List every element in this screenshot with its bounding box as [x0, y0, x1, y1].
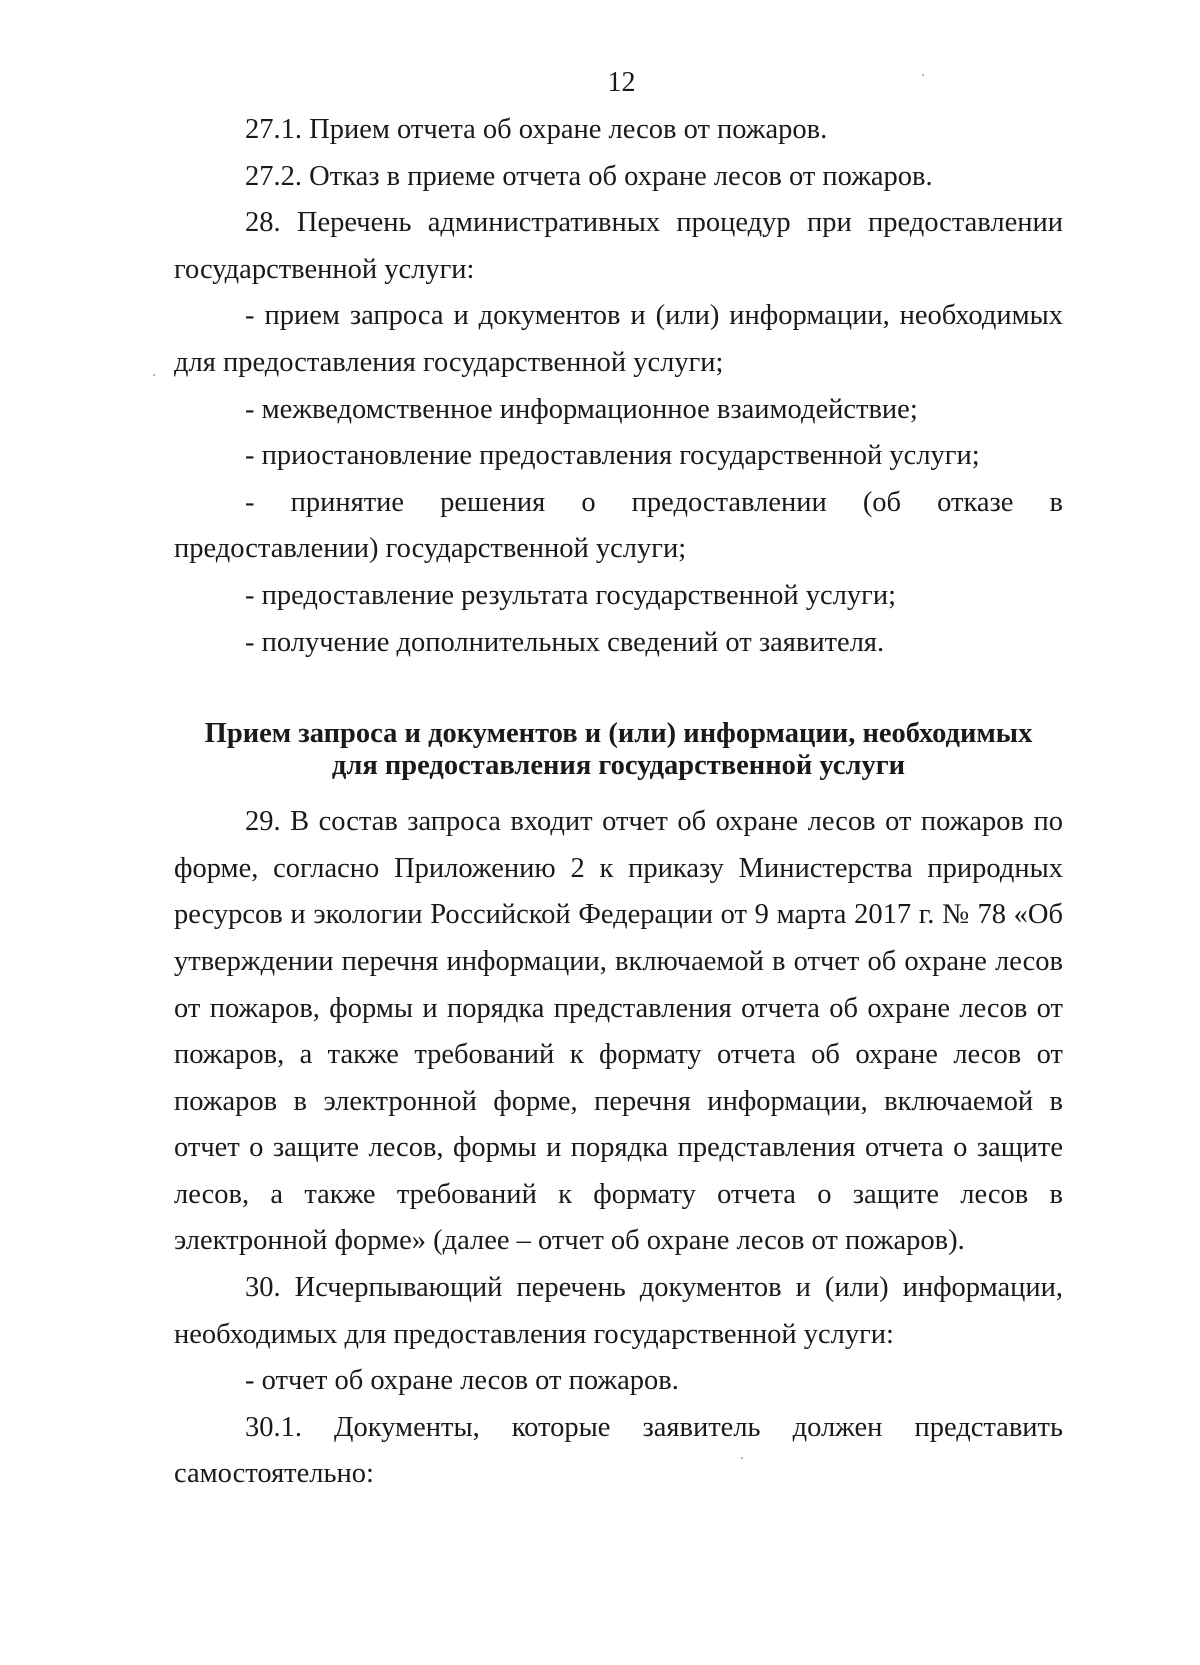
section-heading-line-1: Прием запроса и документов и (или) информации, необходимых — [204, 718, 1033, 750]
scan-speck — [741, 1457, 743, 1459]
paragraph-27-2: 27.2. Отказ в приеме отчета об охране лесов от пожаров. — [245, 160, 933, 192]
scan-speck — [922, 74, 924, 76]
paragraph-28: 28. Перечень административных процедур при предоставлении государственной услуги: — [174, 207, 1063, 285]
list-item-result: - предоставление результата государственной услуги; — [245, 579, 896, 611]
scan-speck — [153, 374, 155, 376]
paragraph-30: 30. Исчерпывающий перечень документов и (или) информации, необходимых для предоставления государственной услуги: — [174, 1272, 1063, 1350]
paragraph-27-1: 27.1. Прием отчета об охране лесов от пожаров. — [245, 114, 828, 145]
page-number: 12 — [607, 67, 636, 98]
list-item-interagency: - межведомственное информационное взаимодействие; — [245, 393, 918, 425]
section-heading-line-2: для предоставления государственной услуги — [331, 750, 906, 782]
list-item-suspension: - приостановление предоставления государственной услуги; — [245, 440, 980, 472]
list-item-decision: - принятие решения о предоставлении (об отказе в предоставлении) государственной услуги; — [174, 486, 1063, 565]
list-item-forest-report: - отчет об охране лесов от пожаров. — [245, 1365, 679, 1397]
paragraph-30-1: 30.1. Документы, которые заявитель должен представить самостоятельно: — [174, 1411, 1063, 1490]
list-item-request-intake: - прием запроса и документов и (или) информации, необходимых для предоставления государственной услуги; — [174, 300, 1063, 378]
document-body — [174, 107, 1063, 1498]
paragraph-29: 29. В состав запроса входит отчет об охране лесов от пожаров по форме, согласно Приложению 2 к приказу Министерства природных ресурсов и экологии Российской Федерации от 9 марта 2017 г. № 78 «Об утверждении перечня информации, включаемой в отчет об охране лесов от пожаров, формы и порядка представления отчета об охране лесов от пожаров, а также требований к формату отчета об охране лесов от пожаров в электронной форме, перечня информации, включаемой в отчет о защите лесов, формы и порядка представления отчета о защите лесов, а также требований к формату отчета о защите лесов в электронной форме» (далее – отчет об охране лесов от пожаров). — [174, 806, 1063, 1257]
list-item-additional-info: - получение дополнительных сведений от заявителя. — [245, 626, 885, 658]
section-heading — [174, 718, 1063, 782]
